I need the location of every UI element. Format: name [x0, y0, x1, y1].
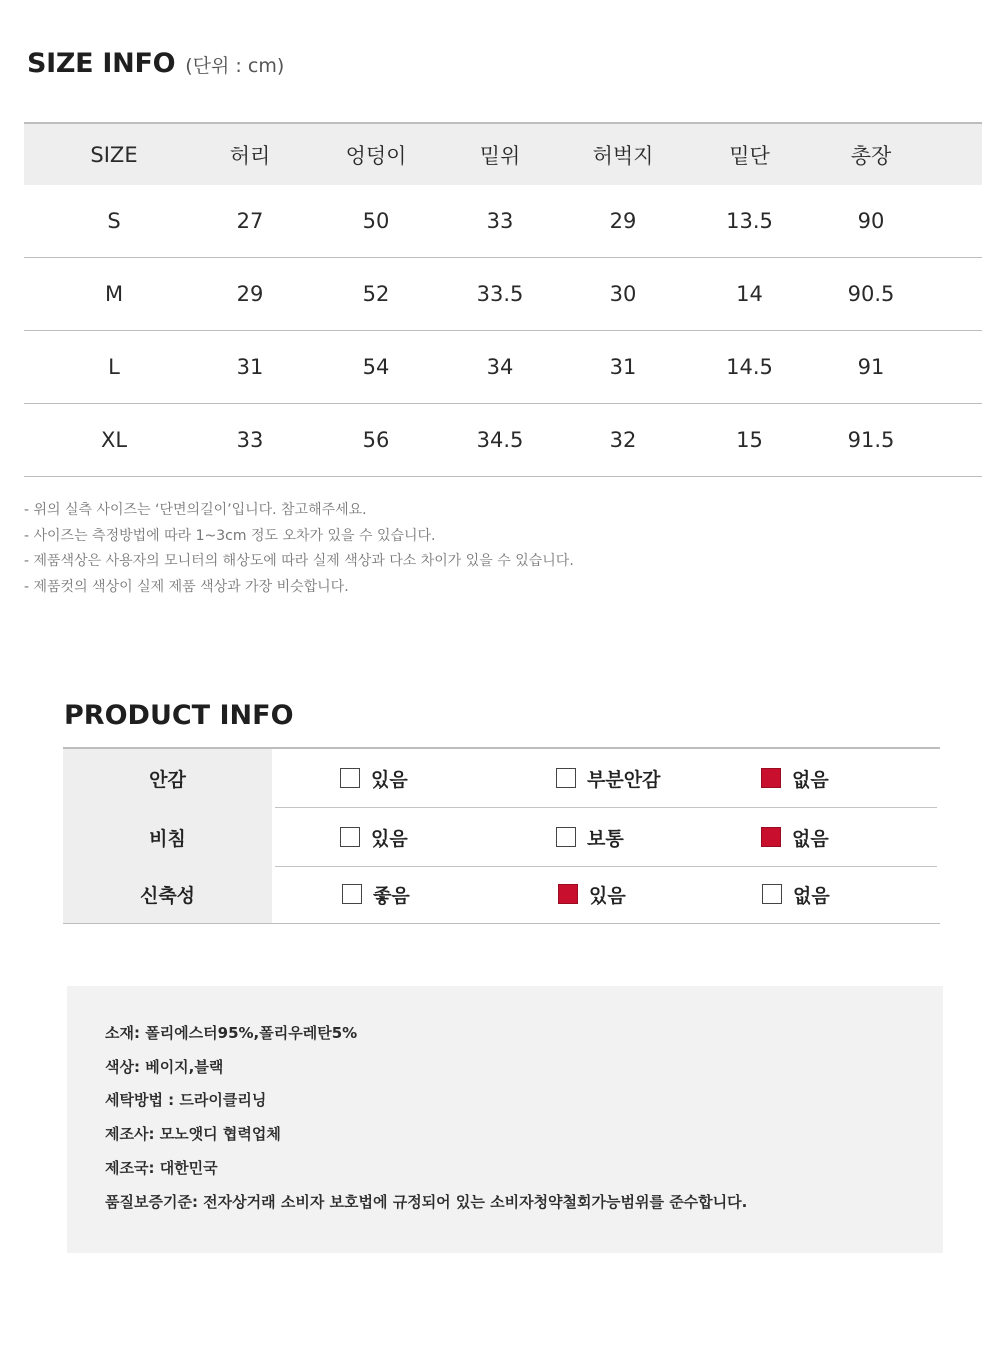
product-spec-box — [67, 986, 943, 1253]
size-table — [24, 122, 982, 477]
size-cell: 29 — [609, 209, 637, 233]
size-cell: M — [104, 282, 124, 306]
product-info-row — [63, 865, 940, 923]
spec-manufacturer: 제조사: 모노앳디 협력업체 — [105, 1125, 281, 1143]
product-info-label: 신축성 — [139, 884, 196, 907]
size-cell: XL — [100, 428, 128, 452]
checkbox-icon — [761, 827, 781, 847]
size-note: - 제품컷의 색상이 실제 제품 색상과 가장 비슷합니다. — [24, 578, 349, 595]
product-info-label: 비침 — [149, 827, 186, 850]
size-cell: 31 — [609, 355, 637, 379]
product-option-label: 있음 — [371, 768, 408, 791]
product-info-heading: PRODUCT INFO — [64, 700, 294, 731]
product-info-table — [63, 747, 940, 924]
product-option — [340, 808, 408, 866]
size-table-row — [24, 404, 982, 477]
size-cell: 31 — [236, 355, 264, 379]
product-option — [556, 808, 624, 866]
size-cell: S — [107, 209, 121, 233]
size-cell: 52 — [362, 282, 390, 306]
size-table-header — [24, 124, 982, 185]
size-cell: 90.5 — [847, 282, 895, 306]
checkbox-icon — [340, 827, 360, 847]
checkbox-icon — [340, 768, 360, 788]
product-option — [762, 865, 830, 923]
size-cell: 90 — [857, 209, 885, 233]
size-header-cell: 총장 — [850, 143, 892, 168]
size-note: - 위의 실측 사이즈는 ‘단면의길이’입니다. 참고해주세요. — [24, 502, 367, 518]
checkbox-icon — [761, 768, 781, 788]
size-cell: 33 — [236, 428, 264, 452]
checkbox-icon — [556, 827, 576, 847]
product-option-label: 보통 — [587, 827, 624, 850]
product-option-label: 없음 — [792, 827, 829, 850]
product-option-label: 좋음 — [373, 884, 410, 907]
size-cell: 14.5 — [726, 355, 773, 379]
product-option-label: 있음 — [371, 827, 408, 850]
size-cell: 13.5 — [726, 209, 773, 233]
size-cell: 33.5 — [476, 282, 524, 306]
size-cell: 15 — [736, 428, 763, 452]
product-info-row — [63, 749, 940, 807]
size-cell: 91.5 — [847, 428, 895, 452]
size-cell: L — [108, 355, 120, 379]
spec-quality-guarantee: 품질보증기준: 전자상거래 소비자 보호법에 규정되어 있는 소비자청약철회가능범위를 준수합니다. — [105, 1193, 748, 1211]
size-table-row — [24, 331, 982, 404]
checkbox-icon — [558, 884, 578, 904]
size-table-row — [24, 185, 982, 258]
size-cell: 32 — [609, 428, 637, 452]
size-note: - 사이즈는 측정방법에 따라 1~3cm 정도 오차가 있을 수 있습니다. — [24, 527, 436, 544]
size-cell: 54 — [362, 355, 390, 379]
size-header-cell: 허벅지 — [592, 143, 654, 168]
size-note: - 제품색상은 사용자의 모니터의 해상도에 따라 실제 색상과 다소 차이가 있을 수 있습니다. — [24, 553, 574, 569]
size-cell: 14 — [736, 282, 763, 306]
size-table-row — [24, 258, 982, 331]
size-header-cell: SIZE — [90, 142, 138, 167]
size-cell: 56 — [362, 428, 390, 452]
product-option-label: 부분안감 — [587, 768, 661, 791]
size-cell: 34.5 — [476, 428, 524, 452]
spec-material: 소재: 폴리에스터95%,폴리우레탄5% — [105, 1024, 358, 1042]
size-notes — [24, 498, 724, 600]
spec-washing: 세탁방법 : 드라이클리닝 — [105, 1091, 267, 1109]
product-option — [556, 749, 660, 807]
product-option — [761, 808, 829, 866]
size-cell: 27 — [236, 209, 264, 233]
product-option — [342, 865, 410, 923]
size-info-unit: (단위 : cm) — [185, 55, 285, 77]
product-option-label: 없음 — [793, 884, 830, 907]
product-option-label: 있음 — [589, 884, 626, 907]
product-option — [340, 749, 408, 807]
checkbox-icon — [342, 884, 362, 904]
size-cell: 33 — [486, 209, 514, 233]
size-cell: 91 — [857, 355, 885, 379]
size-header-cell: 밑단 — [729, 143, 770, 168]
size-cell: 50 — [362, 209, 390, 233]
product-info-row — [63, 808, 940, 866]
checkbox-icon — [556, 768, 576, 788]
checkbox-icon — [762, 884, 782, 904]
product-option — [761, 749, 829, 807]
size-cell: 30 — [609, 282, 637, 306]
size-header-cell: 밑위 — [479, 143, 521, 168]
size-info-title — [27, 48, 284, 88]
product-option-label: 없음 — [792, 768, 829, 791]
product-option — [558, 865, 626, 923]
size-header-cell: 엉덩이 — [345, 143, 407, 168]
size-info-heading: SIZE INFO — [27, 48, 176, 79]
spec-country: 제조국: 대한민국 — [105, 1159, 218, 1177]
spec-color: 색상: 베이지,블랙 — [105, 1058, 224, 1076]
product-info-label: 안감 — [149, 768, 186, 791]
size-cell: 29 — [236, 282, 264, 306]
size-cell: 34 — [486, 355, 514, 379]
size-header-cell: 허리 — [229, 143, 271, 168]
